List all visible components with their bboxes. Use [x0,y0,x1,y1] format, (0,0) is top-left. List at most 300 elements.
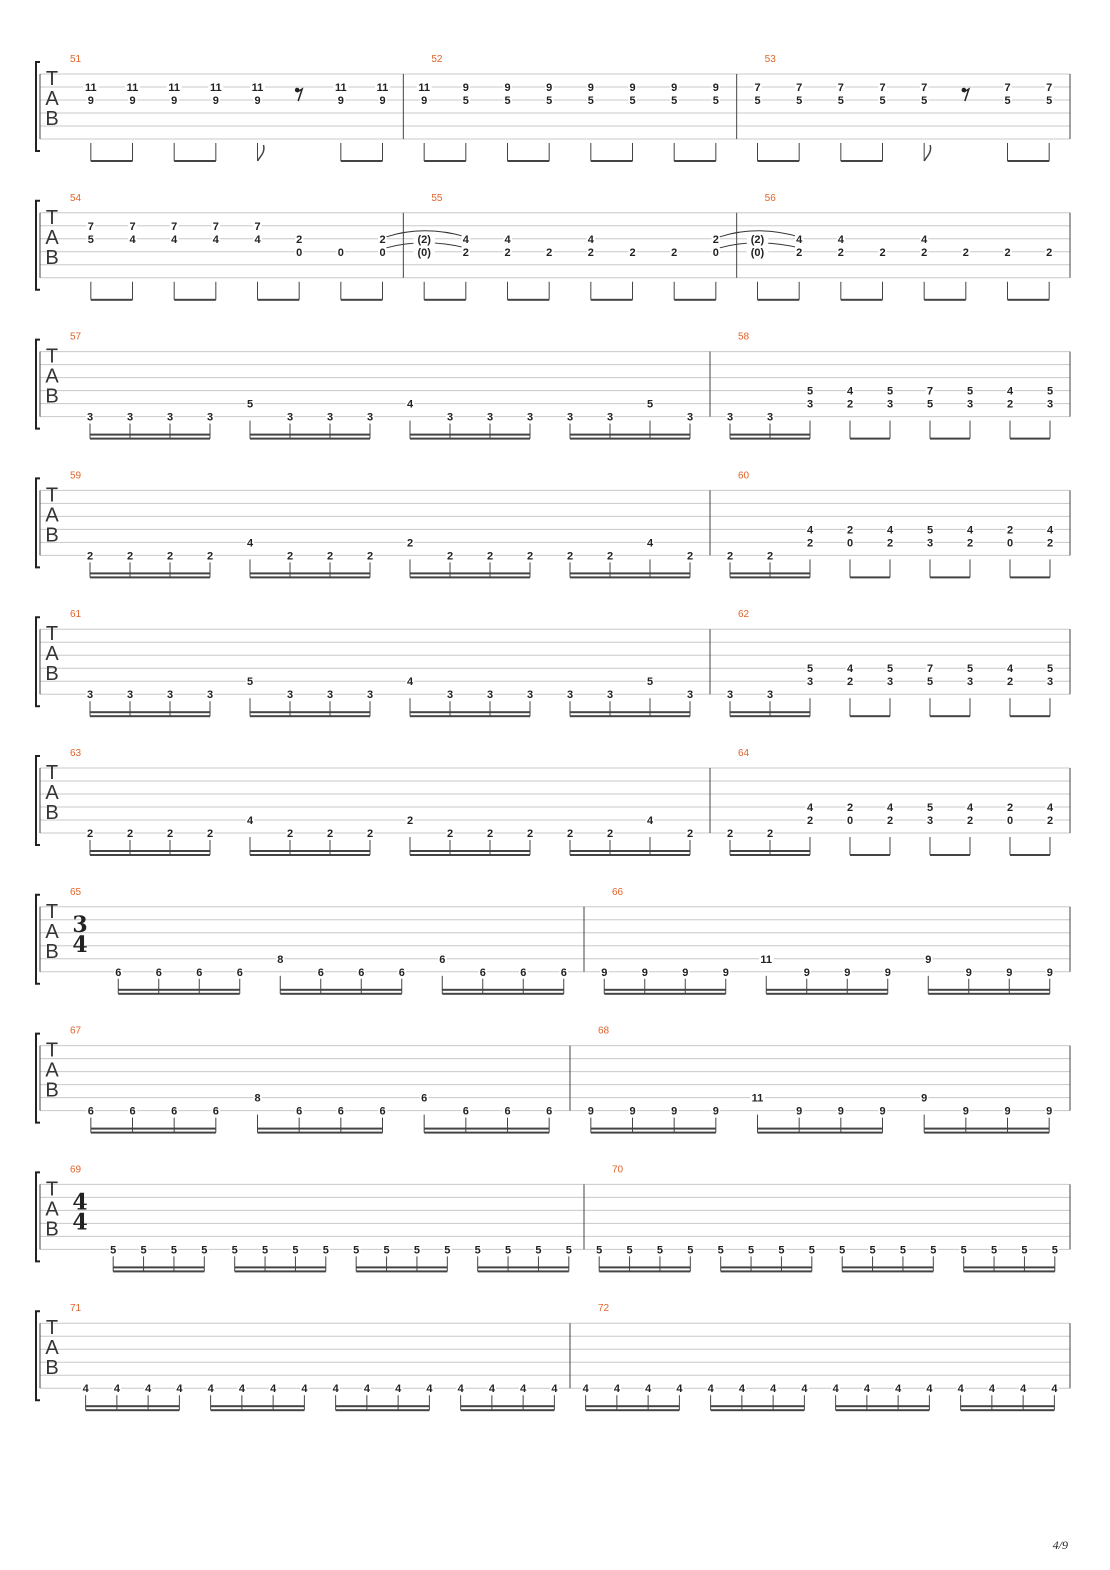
fret-number: 9 [629,1105,636,1118]
fret-number: 2 [86,828,94,840]
fret-number: 4 [171,233,178,246]
fret-number: 6 [115,966,122,979]
beam [930,576,970,578]
tab-clef-letter: B [45,524,59,547]
fret-number: 4 [886,524,894,537]
fret-number: 9 [837,1105,844,1118]
fret-number: 2 [879,246,886,259]
fret-number: 2 [629,246,636,259]
beam [280,993,402,995]
fret-number: 5 [926,524,934,537]
fret-number: 3 [1046,676,1054,689]
fret-number: 4 [82,1383,89,1396]
fret-number: 6 [379,1105,386,1118]
fret-number: 5 [806,663,814,676]
fret-number: 2 [286,550,294,563]
tab-clef-letter: A [45,643,59,666]
tab-clef-letter: B [45,802,59,824]
fret-number: 2 [766,828,774,840]
fret-number: 2 [962,246,969,259]
fret-number: 4 [707,1383,714,1396]
beam [674,160,716,162]
fret-number: 5 [596,1244,603,1257]
fret-number: 5 [886,385,894,398]
fret-number: 9 [925,953,932,966]
fret-number: 2 [726,550,734,563]
bar-number: 62 [738,609,750,621]
fret-number: 2 [766,550,774,563]
fret-number: 6 [479,966,486,979]
fret-number: 11 [251,82,264,94]
fret-number: 5 [712,95,719,107]
beam [442,989,564,991]
beam [113,1270,204,1272]
tab-clef-letter: A [45,1198,59,1221]
fret-number: 4 [1006,663,1014,676]
beam [478,1266,569,1268]
beam [842,1270,933,1272]
fret-number: 2 [504,246,511,259]
fret-number: 6 [560,966,567,979]
fret-number: 9 [629,82,636,94]
tab-system-3 [36,332,1070,440]
fret-number: 2 [566,550,574,563]
beam [570,854,690,856]
bar-number: 67 [70,1025,82,1037]
bar-number: 71 [70,1303,82,1315]
fret-number: 9 [379,95,386,107]
tab-clef-letter: T [45,1317,59,1340]
fret-number: 2 [296,233,303,246]
fret-number: 9 [671,82,678,94]
fret-number: 5 [504,95,511,107]
beam [508,160,550,162]
beam [90,438,210,440]
page-number: 4/9 [1052,1538,1068,1552]
fret-number: 4 [770,1383,777,1396]
beam [599,1270,690,1272]
beam [1008,299,1050,301]
eighth-rest [962,88,969,101]
fret-number: 4 [406,676,414,689]
fret-number: 4 [301,1383,308,1396]
fret-number: 3 [926,815,934,827]
fret-number: 9 [129,95,136,107]
fret-number: 5 [806,385,814,398]
fret-number: (0) [417,246,431,259]
beam [356,1266,447,1268]
fret-number: 2 [606,550,614,563]
fret-number: 7 [926,663,934,676]
beam [591,1128,716,1130]
beam [850,576,890,578]
fret-number: 2 [806,537,814,550]
fret-number: 2 [379,233,386,246]
tab-system-7 [36,887,1070,995]
beam [424,299,466,301]
beam [850,854,890,856]
beam [604,989,726,991]
fret-number: 4 [587,233,594,246]
fret-number: 2 [286,828,294,840]
beam [758,1132,883,1134]
fret-number: 9 [884,966,891,979]
bar-number: 63 [70,748,82,759]
fret-number: 9 [879,1105,886,1118]
bar-number: 64 [738,748,750,759]
tab-clef-letter: A [45,226,59,249]
fret-number: 4 [246,815,254,827]
fret-number: 4 [738,1383,745,1396]
tab-clef-letter: B [45,1079,59,1102]
bar-number: 61 [70,609,82,621]
beam [604,993,726,995]
tab-system-8 [36,1026,1070,1134]
beam [730,850,810,852]
beam [356,1270,447,1272]
beam [508,299,550,301]
bar-number: 59 [70,470,82,482]
fret-number: 9 [254,95,261,107]
fret-number: 3 [446,689,454,702]
fret-number: 2 [712,233,719,246]
fret-number: 2 [406,815,414,827]
beam [174,299,216,301]
beam [461,1409,555,1411]
fret-number: 7 [87,220,94,233]
time-signature-digit: 4 [72,1209,88,1236]
fret-number: 9 [504,82,511,94]
beam [90,434,210,436]
beam [258,1132,383,1134]
fret-number: 5 [808,1244,815,1257]
fret-number: 2 [806,815,814,827]
beam [711,1405,805,1407]
fret-number: 9 [462,82,469,94]
beam [836,1405,930,1407]
beam [410,576,530,578]
fret-number: 11 [168,82,180,94]
fret-number: 9 [1046,1105,1053,1118]
fret-number: 5 [687,1244,694,1257]
tab-system-1 [36,54,1070,162]
beam [841,160,883,162]
fret-number: 5 [966,663,974,676]
fret-number: 6 [520,966,527,979]
fret-number: 3 [566,689,574,702]
beam [410,711,530,713]
beam [424,160,466,162]
beam [730,572,810,574]
beam [250,850,370,852]
fret-number: 9 [641,966,648,979]
beam [721,1270,812,1272]
fret-number: 4 [504,233,511,246]
fret-number: 3 [1046,398,1054,411]
beam [591,299,633,301]
fret-number: 0 [379,246,386,259]
fret-number: 5 [926,676,934,689]
beam [961,1409,1055,1411]
fret-number: 5 [201,1244,208,1257]
fret-number: 2 [587,246,594,259]
fret-number: 3 [966,398,974,411]
fret-number: 4 [796,233,803,246]
beam [250,572,370,574]
beam [86,1409,180,1411]
beam [90,854,210,856]
fret-number: 3 [966,676,974,689]
beam [90,850,210,852]
fret-number: 3 [86,689,94,702]
beam [928,993,1050,995]
fret-number: 7 [754,82,761,94]
beam [258,1128,383,1130]
fret-number: 2 [1046,246,1053,259]
fret-number: 4 [895,1383,902,1396]
system-bracket [36,756,40,845]
tab-clef-letter: B [45,663,59,686]
beam [711,1409,805,1411]
fret-number: 3 [86,411,94,424]
fret-number: 4 [246,537,254,550]
bar-number: 51 [70,54,82,65]
beam [730,854,810,856]
fret-number: 2 [446,828,454,840]
fret-number: 3 [526,411,534,424]
fret-number: 9 [722,966,729,979]
fret-number: 5 [140,1244,147,1257]
fret-number: 7 [212,220,219,233]
fret-number: 5 [505,1244,512,1257]
beam [118,989,240,991]
beam [341,299,383,301]
fret-number: 9 [171,95,178,107]
fret-number: 7 [837,82,844,94]
beam [570,850,690,852]
fret-number: 3 [766,689,774,702]
fret-number: 6 [155,966,162,979]
fret-number: 5 [1004,95,1011,107]
fret-number: 4 [176,1383,183,1396]
fret-number: 5 [170,1244,177,1257]
beam [570,576,690,578]
fret-number: 8 [277,953,284,966]
beam [1008,160,1050,162]
beam [930,438,970,440]
beam [336,1405,430,1407]
fret-number: 4 [270,1383,277,1396]
fret-number: 5 [587,95,594,107]
fret-number: 5 [646,676,654,689]
fret-number: 5 [921,95,928,107]
beam [90,711,210,713]
fret-number: 3 [166,689,174,702]
beam [91,160,133,162]
fret-number: 2 [86,550,94,563]
fret-number: 3 [606,411,614,424]
system-bracket [36,1172,40,1261]
beam [250,711,370,713]
fret-number: 3 [286,689,294,702]
fret-number: 4 [957,1383,964,1396]
beam [424,1132,549,1134]
fret-number: 2 [671,246,678,259]
fret-number: 4 [145,1383,152,1396]
fret-number: 5 [1046,95,1053,107]
fret-number: 9 [844,966,851,979]
fret-number: 2 [1004,246,1011,259]
fret-number: 9 [1004,1105,1011,1118]
beam [280,989,402,991]
beam [758,1128,883,1130]
bar-number: 65 [70,886,82,898]
fret-number: 5 [646,398,654,411]
fret-number: 5 [413,1244,420,1257]
beam [250,854,370,856]
fret-number: 7 [796,82,803,94]
bar-number: 52 [431,54,443,65]
fret-number: 2 [1006,398,1014,411]
beam [1010,438,1050,440]
fret-number: 3 [686,411,694,424]
fret-number: 3 [206,411,214,424]
fret-number: 6 [358,966,365,979]
beam [211,1409,305,1411]
fret-number: 2 [966,537,974,550]
fret-number: 9 [965,966,972,979]
fret-number: 2 [846,676,854,689]
fret-number: 4 [613,1383,620,1396]
fret-number: 2 [846,802,854,814]
fret-number: 5 [535,1244,542,1257]
fret-number: 6 [462,1105,469,1118]
fret-number: 5 [1046,663,1054,676]
time-signature-digit: 4 [72,1189,88,1216]
fret-number: 11 [418,82,430,94]
fret-number: 2 [166,828,174,840]
fret-number: 4 [1051,1383,1058,1396]
fret-number: 2 [326,550,334,563]
fret-number: 4 [129,233,136,246]
fret-number: 3 [726,411,734,424]
fret-number: 5 [1046,385,1054,398]
fret-number: 4 [462,233,469,246]
beam [258,299,300,301]
fret-number: 4 [1006,385,1014,398]
fret-number: 9 [87,95,94,107]
beam [478,1270,569,1272]
fret-number: 2 [166,550,174,563]
fret-number: 9 [1046,966,1053,979]
fret-number: 5 [754,95,761,107]
tab-clef-letter: B [45,246,59,269]
fret-number: 5 [565,1244,572,1257]
fret-number: 2 [326,828,334,840]
bar-number: 60 [738,470,750,482]
tab-clef-letter: A [45,365,59,388]
fret-number: 4 [1046,802,1054,814]
beam [90,572,210,574]
beam [964,1266,1055,1268]
fret-number: 2 [1006,802,1014,814]
fret-number: 4 [645,1383,652,1396]
fret-number: 4 [520,1383,527,1396]
fret-number: 0 [1006,537,1014,550]
beam [924,299,966,301]
fret-number: 4 [676,1383,683,1396]
beam [964,1270,1055,1272]
beam [410,434,530,436]
beam [86,1405,180,1407]
fret-number: 4 [212,233,219,246]
fret-number: 5 [383,1244,390,1257]
beam [250,576,370,578]
fret-number: 3 [526,689,534,702]
fret-number: 6 [87,1105,94,1118]
fret-number: 5 [778,1244,785,1257]
tab-clef-letter: T [45,1039,59,1062]
fret-number: 2 [837,246,844,259]
fret-number: 11 [335,82,347,94]
bar-number: 68 [598,1025,610,1037]
beam [850,715,890,717]
bar-number: 70 [612,1164,624,1176]
fret-number: 4 [457,1383,464,1396]
fret-number: 4 [646,537,654,550]
beam [758,160,800,162]
fret-number: 3 [486,411,494,424]
beam [730,715,810,717]
fret-number: 4 [395,1383,402,1396]
beam [250,715,370,717]
fret-number: 11 [751,1092,764,1105]
fret-number: 4 [863,1383,870,1396]
fret-number: 9 [587,82,594,94]
fret-number: 2 [846,398,854,411]
fret-number: 2 [406,537,414,550]
fret-number: 5 [1051,1244,1058,1257]
fret-number: 2 [446,550,454,563]
fret-number: 5 [991,1244,998,1257]
fret-number: 3 [806,398,814,411]
fret-number: 4 [837,233,844,246]
beam [250,434,370,436]
fret-number: 11 [126,82,139,94]
fret-number: 2 [1006,676,1014,689]
fret-number: 3 [326,689,334,702]
system-bracket [36,340,40,429]
fret-number: 5 [246,676,254,689]
beam [235,1270,326,1272]
beam [599,1266,690,1268]
fret-number: 9 [1006,966,1013,979]
fret-number: 6 [546,1105,553,1118]
fret-number: 5 [292,1244,299,1257]
beam [1010,715,1050,717]
beam [410,850,530,852]
fret-number: 9 [921,1092,928,1105]
tab-system-2 [36,193,1070,301]
fret-number: 3 [926,537,934,550]
tab-system-9 [36,1164,1070,1272]
beam [850,438,890,440]
fret-number: 4 [254,233,261,246]
fret-number: 0 [712,246,719,259]
fret-number: (2) [417,233,431,246]
beam [766,989,888,991]
fret-number: 3 [606,689,614,702]
